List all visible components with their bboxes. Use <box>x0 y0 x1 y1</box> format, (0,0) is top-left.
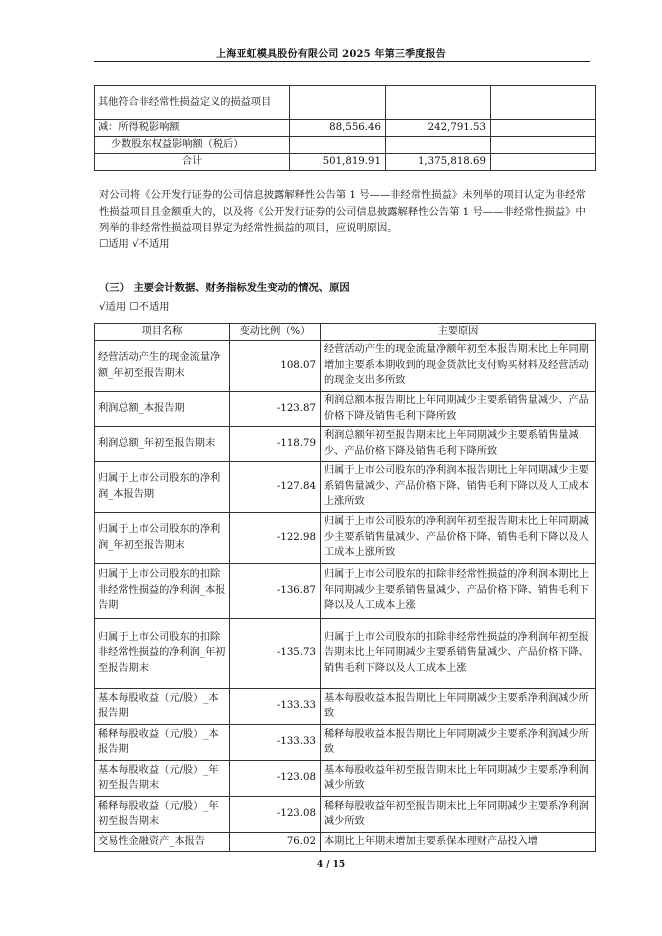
amount-cell <box>290 137 386 154</box>
amount-cell <box>386 137 491 154</box>
applicability-options: ☐适用 √不适用 <box>99 238 170 250</box>
item-name: 归属于上市公司股东的扣除非经常性损益的净利润_年初至报告期末 <box>95 618 230 688</box>
change-reason: 归属于上市公司股东的净利润本报告期比上年同期减少主要系销售量减少、产品价格下降、销售毛利下降以及人工成本上涨所致 <box>321 461 596 512</box>
change-reason: 利润总额年初至报告期末比上年同期减少主要系销售量减少、产品价格下降及销售毛利下降所致 <box>321 426 596 461</box>
change-reason: 经营活动产生的现金流量净额年初至本报告期末比上年同期增加主要系本期收到的现金货款比支付购买材料及经营活动的现金支出多所致 <box>321 340 596 391</box>
amount-cell: 242,791.53 <box>386 120 491 137</box>
amount-cell <box>290 86 386 120</box>
amount-cell: 88,556.46 <box>290 120 386 137</box>
table-row <box>95 512 596 563</box>
page-header-title: 上海亚虹模具股份有限公司 2025 年第三季度报告 <box>216 49 446 60</box>
change-ratio: -122.98 <box>230 512 321 563</box>
table-row <box>95 688 596 724</box>
table-header-row <box>95 324 596 341</box>
column-header: 变动比例（%） <box>230 324 321 341</box>
change-reason: 利润总额本报告期比上年同期减少主要系销售量减少、产品价格下降及销售毛利下降所致 <box>321 391 596 426</box>
column-header: 项目名称 <box>95 324 230 341</box>
change-ratio: -123.08 <box>230 796 321 832</box>
table-row <box>95 137 596 154</box>
change-ratio: -136.87 <box>230 563 321 618</box>
table-row <box>95 340 596 391</box>
table-row <box>95 86 596 120</box>
amount-cell: 501,819.91 <box>290 154 386 171</box>
table-row <box>95 796 596 832</box>
change-ratio: 108.07 <box>230 340 321 391</box>
change-reason: 基本每股收益年初至报告期末比上年同期减少主要系净利润减少所致 <box>321 760 596 796</box>
item-name: 经营活动产生的现金流量净额_年初至报告期末 <box>95 340 230 391</box>
change-ratio: -127.84 <box>230 461 321 512</box>
change-reason: 基本每股收益本报告期比上年同期减少主要系净利润减少所致 <box>321 688 596 724</box>
change-ratio: -123.87 <box>230 391 321 426</box>
item-name: 稀释每股收益（元/股）_本报告期 <box>95 724 230 760</box>
change-reason: 归属于上市公司股东的扣除非经常性损益的净利润本期比上年同期减少主要系销售量减少、产品价格下降、销售毛利下降以及人工成本上涨 <box>321 563 596 618</box>
item-name: 交易性金融资产_本报告 <box>95 832 230 851</box>
table-row <box>95 618 596 688</box>
table-row <box>95 724 596 760</box>
column-header: 主要原因 <box>321 324 596 341</box>
change-ratio: -133.33 <box>230 688 321 724</box>
indicator-change-table <box>94 323 596 852</box>
change-reason: 稀释每股收益年初至报告期末比上年同期减少主要系净利润减少所致 <box>321 796 596 832</box>
table-row <box>95 120 596 137</box>
section-title: （三） 主要会计数据、财务指标发生变动的情况、原因 <box>99 282 350 294</box>
table-row <box>95 832 596 851</box>
empty-cell <box>491 154 596 171</box>
item-name: 归属于上市公司股东的净利润_本报告期 <box>95 461 230 512</box>
item-name: 基本每股收益（元/股）_年初至报告期末 <box>95 760 230 796</box>
amount-cell <box>386 86 491 120</box>
page-number: 4 / 15 <box>316 860 346 870</box>
table-row <box>95 563 596 618</box>
table-row-total <box>95 154 596 171</box>
table-row <box>95 391 596 426</box>
change-ratio: -118.79 <box>230 426 321 461</box>
change-ratio: -133.33 <box>230 724 321 760</box>
non-recurring-gains-table <box>94 85 596 171</box>
empty-cell <box>491 120 596 137</box>
item-name: 归属于上市公司股东的扣除非经常性损益的净利润_本报告期 <box>95 563 230 618</box>
change-ratio: -135.73 <box>230 618 321 688</box>
item-name: 归属于上市公司股东的净利润_年初至报告期末 <box>95 512 230 563</box>
explanation-paragraph: 对公司将《公开发行证券的公司信息披露解释性公告第 1 号——非经常性损益》未列举的项目认定为非经常性损益项目且金额重大的，以及将《公开发行证券的公司信息披露解释性公告第 1 号——非经常性损益》中列举的非经常性损益项目界定为经常性损益的项目，应说明原因。 <box>99 189 586 234</box>
table-row <box>95 461 596 512</box>
item-name: 利润总额_年初至报告期末 <box>95 426 230 461</box>
row-label: 合计 <box>95 154 290 171</box>
item-name: 基本每股收益（元/股）_本报告期 <box>95 688 230 724</box>
empty-cell <box>491 86 596 120</box>
table-row <box>95 760 596 796</box>
change-ratio: 76.02 <box>230 832 321 851</box>
change-reason: 稀释每股收益本报告期比上年同期减少主要系净利润减少所致 <box>321 724 596 760</box>
table-row <box>95 426 596 461</box>
change-reason: 归属于上市公司股东的净利润年初至报告期末比上年同期减少主要系销售量减少、产品价格下降、销售毛利下降以及人工成本上涨所致 <box>321 512 596 563</box>
item-name: 稀释每股收益（元/股）_年初至报告期末 <box>95 796 230 832</box>
change-ratio: -123.08 <box>230 760 321 796</box>
change-reason: 本期比上年期末增加主要系保本理财产品投入增 <box>321 832 596 851</box>
item-name: 利润总额_本报告期 <box>95 391 230 426</box>
row-label: 少数股东权益影响额（税后） <box>95 137 290 154</box>
header-divider <box>94 61 590 62</box>
empty-cell <box>491 137 596 154</box>
amount-cell: 1,375,818.69 <box>386 154 491 171</box>
change-reason: 归属于上市公司股东的扣除非经常性损益的净利润年初至报告期末比上年同期减少主要系销售量减少、产品价格下降、销售毛利下降以及人工成本上涨 <box>321 618 596 688</box>
row-label: 减：所得税影响额 <box>95 120 290 137</box>
row-label: 其他符合非经常性损益定义的损益项目 <box>95 86 290 120</box>
applicability-options: √适用 ☐不适用 <box>99 301 170 313</box>
